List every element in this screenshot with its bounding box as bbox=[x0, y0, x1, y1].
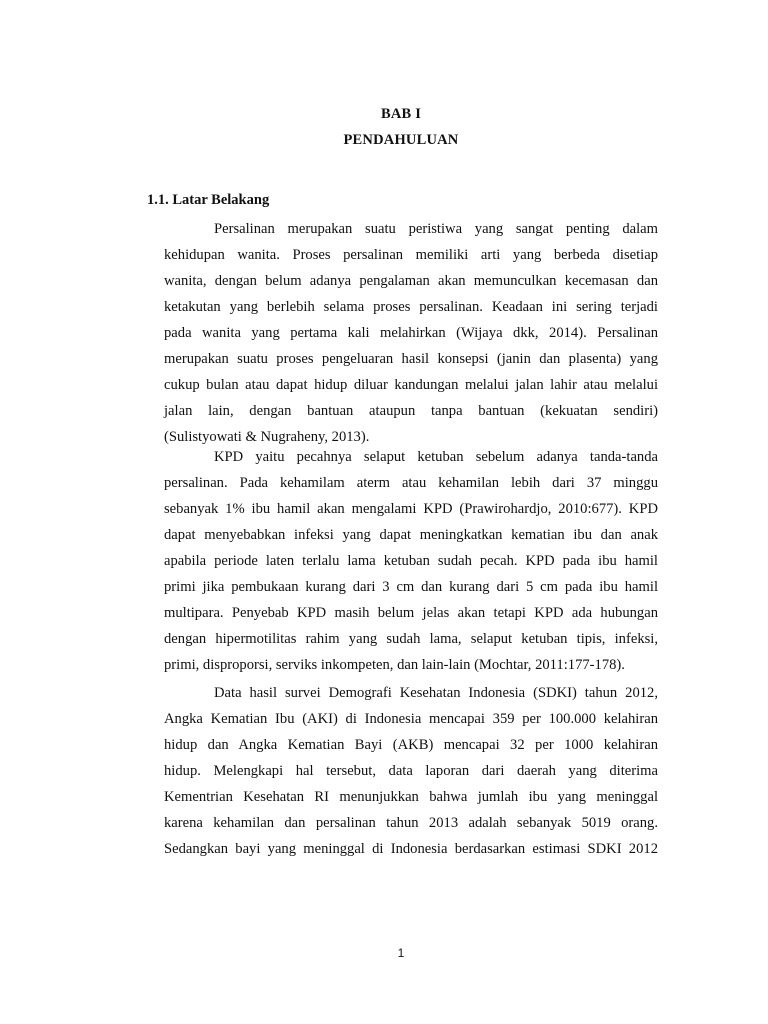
paragraph-line: Kementrian Kesehatan RI menunjukkan bahwa jumlah ibu yang meninggal bbox=[164, 789, 658, 805]
paragraph-line: primi jika pembukaan kurang dari 3 cm dan kurang dari 5 cm pada ibu hamil bbox=[164, 579, 658, 595]
paragraph-line: Angka Kematian Ibu (AKI) di Indonesia mencapai 359 per 100.000 kelahiran bbox=[164, 711, 658, 727]
paragraph-line: merupakan suatu proses pengeluaran hasil konsepsi (janin dan plasenta) yang bbox=[164, 351, 658, 367]
paragraph-line: dengan hipermotilitas rahim yang sudah lama, selaput ketuban tipis, infeksi, bbox=[164, 631, 658, 647]
paragraph-line: sebanyak 1% ibu hamil akan mengalami KPD (Prawirohardjo, 2010:677). KPD bbox=[164, 501, 658, 517]
paragraph-line: primi, disproporsi, serviks inkompeten, dan lain-lain (Mochtar, 2011:177-178). bbox=[164, 657, 625, 673]
paragraph-line: wanita, dengan belum adanya pengalaman akan memunculkan kecemasan dan bbox=[164, 273, 658, 289]
paragraph-line: kehidupan wanita. Proses persalinan memiliki arti yang berbeda disetiap bbox=[164, 247, 658, 263]
paragraph-line: ketakutan yang berlebih selama proses persalinan. Keadaan ini sering terjadi bbox=[164, 299, 658, 315]
paragraph-line: Persalinan merupakan suatu peristiwa yang sangat penting dalam bbox=[214, 221, 658, 237]
paragraph-1 bbox=[164, 216, 658, 450]
paragraph-line: apabila periode laten terlalu lama ketuban sudah pecah. KPD pada ibu hamil bbox=[164, 553, 658, 569]
paragraph-line: hidup. Melengkapi hal tersebut, data laporan dari daerah yang diterima bbox=[164, 763, 658, 779]
chapter-number: BAB I bbox=[380, 106, 422, 122]
paragraph-line: KPD yaitu pecahnya selaput ketuban sebelum adanya tanda-tanda bbox=[214, 449, 658, 465]
paragraph-line: cukup bulan atau dapat hidup diluar kandungan melalui jalan lahir atau melalui bbox=[164, 377, 658, 393]
paragraph-2 bbox=[164, 444, 658, 678]
paragraph-line: karena kehamilan dan persalinan tahun 2013 adalah sebanyak 5019 orang. bbox=[164, 815, 658, 831]
paragraph-line: pada wanita yang pertama kali melahirkan (Wijaya dkk, 2014). Persalinan bbox=[164, 325, 658, 341]
paragraph-line: Data hasil survei Demografi Kesehatan Indonesia (SDKI) tahun 2012, bbox=[214, 685, 658, 701]
paragraph-line: hidup dan Angka Kematian Bayi (AKB) mencapai 32 per 1000 kelahiran bbox=[164, 737, 658, 753]
paragraph-line: Sedangkan bayi yang meninggal di Indonesia berdasarkan estimasi SDKI 2012 bbox=[164, 841, 658, 857]
chapter-title: PENDAHULUAN bbox=[343, 132, 459, 148]
section-heading: 1.1. Latar Belakang bbox=[147, 192, 270, 208]
paragraph-line: (Sulistyowati & Nugraheny, 2013). bbox=[164, 429, 370, 445]
paragraph-line: dapat menyebabkan infeksi yang dapat meningkatkan kematian ibu dan anak bbox=[164, 527, 658, 543]
paragraph-line: persalinan. Pada kehamilam aterm atau kehamilan lebih dari 37 minggu bbox=[164, 475, 658, 491]
paragraph-line: multipara. Penyebab KPD masih belum jelas akan tetapi KPD ada hubungan bbox=[164, 605, 658, 621]
paragraph-3 bbox=[164, 680, 658, 862]
page-number: 1 bbox=[397, 946, 405, 960]
paragraph-line: jalan lain, dengan bantuan ataupun tanpa bantuan (kekuatan sendiri) bbox=[164, 403, 658, 419]
